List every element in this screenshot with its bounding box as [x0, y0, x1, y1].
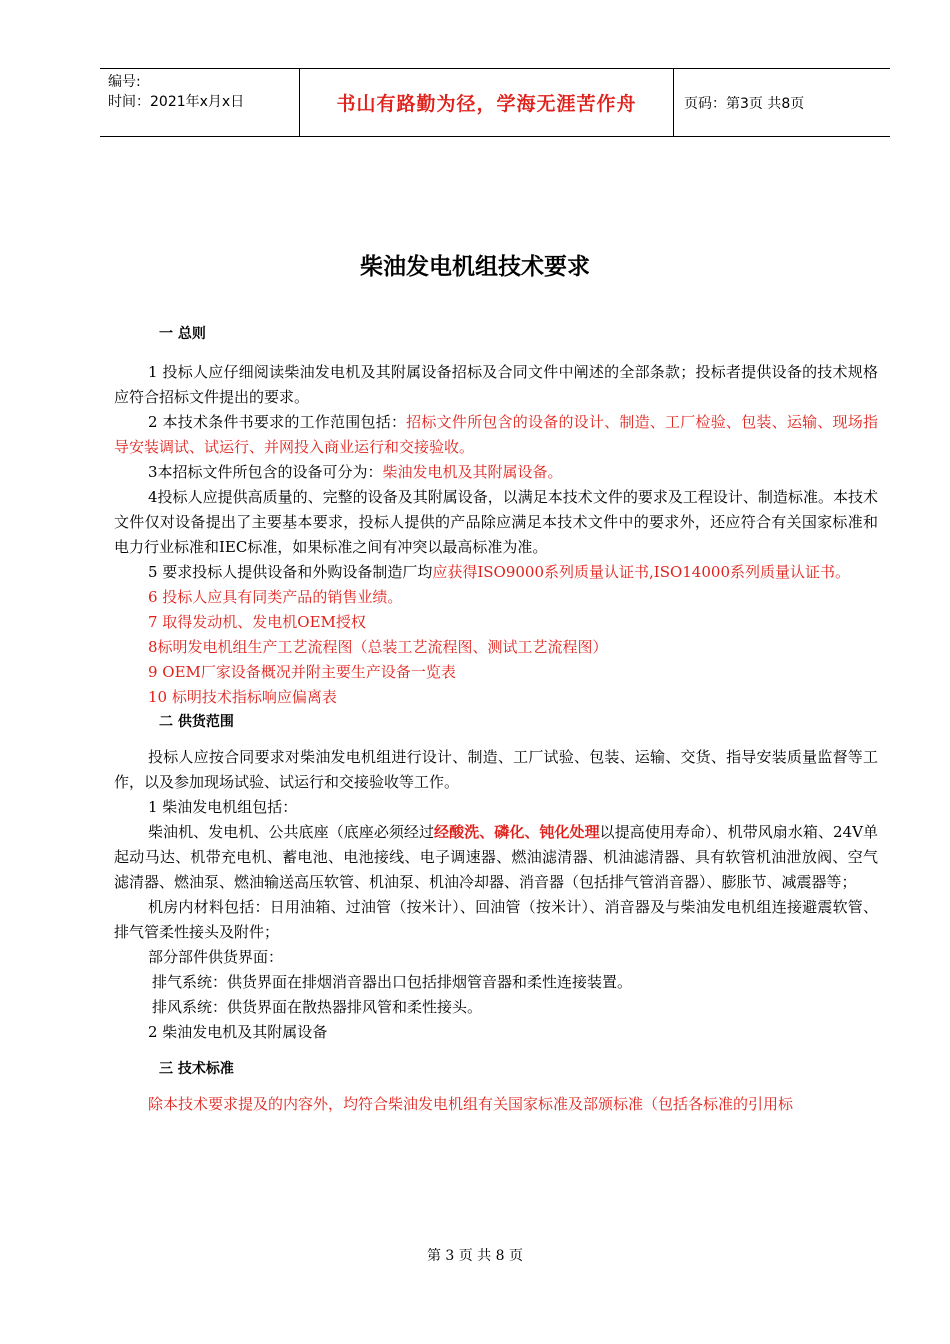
paragraph: 2 柴油发电机及其附属设备: [148, 1023, 328, 1041]
paragraph: 6 投标人应具有同类产品的销售业绩。: [148, 588, 403, 606]
paragraph: 投标人应按合同要求对柴油发电机组进行设计、制造、工厂试验、包装、运输、交货、指导安装质量监督等工作，以及参加现场试验、试运行和交接验收等工作。: [114, 748, 878, 791]
paragraph: [114, 560, 878, 585]
text-span: 5 要求投标人提供设备和外购设备制造厂均: [148, 563, 433, 581]
paragraph: 4投标人应提供高质量的、完整的设备及其附属设备，以满足本技术文件的要求及工程设计、制造标准。本技术文件仅对设备提出了主要基本要求，投标人提供的产品除应满足本技术文件中的要求外，还应符合有关国家标准和电力行业标准和IEC标准，如果标准之间有冲突以最高标准为准。: [114, 488, 878, 556]
page-header: [100, 68, 890, 137]
paragraph: [114, 460, 878, 485]
paragraph: 1 投标人应仔细阅读柴油发电机及其附属设备招标及合同文件中阐述的全部条款；投标者提供设备的技术规格应符合招标文件提出的要求。: [114, 363, 878, 406]
paragraph: 1 柴油发电机组包括：: [148, 798, 298, 816]
section-heading-technical-standards: 三 技术标准: [159, 1061, 234, 1077]
text-span: 2 本技术条件书要求的工作范围包括：: [148, 413, 407, 431]
text-span: 3本招标文件所包含的设备可分为：: [148, 463, 383, 481]
section-heading-general: 一 总则: [159, 326, 206, 342]
highlighted-text: 应获得ISO9000系列质量认证书,ISO14000系列质量认证书。: [432, 563, 850, 581]
paragraph: 部分部件供货界面：: [148, 948, 284, 966]
paragraph: [114, 410, 878, 460]
highlighted-text: 招标文件所包含的设备的设计、制造、工厂检验、包装、运输、现场指导安装调试、试运行、并网投入商业运行和交接验收。: [114, 413, 878, 456]
header-page-info: 页码：第3页 共8页: [684, 95, 805, 112]
document-number-label: 编号:: [108, 74, 141, 90]
header-left-cell: [100, 69, 300, 136]
paragraph: [114, 820, 878, 895]
paragraph: 排气系统：供货界面在排烟消音器出口包括排烟管音器和柔性连接装置。: [152, 973, 633, 991]
text-span: 以提高使用寿命）、机带风扇水箱、24V单起动马达、机带充电机、蓄电池、电池接线、电子调速器、燃油滤清器、机油滤清器、具有软管机油泄放阀、空气滤清器、燃油泵、燃油输送高压软管、机油泵、机油冷却器、消音器（包括排气管消音器）、膨胀节、减震器等；: [114, 823, 878, 891]
document-body: [114, 322, 878, 1117]
paragraph: 除本技术要求提及的内容外，均符合柴油发电机组有关国家标准及部颁标准（包括各标准的引用标: [148, 1095, 794, 1113]
paragraph: 排风系统：供货界面在散热器排风管和柔性接头。: [152, 998, 483, 1016]
header-motto: 书山有路勤为径，学海无涯苦作舟: [300, 69, 674, 136]
document-title: 柴油发电机组技术要求: [360, 254, 590, 280]
paragraph: 9 OEM厂家设备概况并附主要生产设备一览表: [148, 663, 456, 681]
highlighted-text: 经酸洗、磷化、钝化处理: [434, 823, 600, 841]
highlighted-text: 柴油发电机及其附属设备。: [382, 463, 563, 481]
document-time-label: 时间：2021年x月x日: [108, 94, 245, 110]
paragraph: 7 取得发动机、发电机OEM授权: [148, 613, 366, 631]
paragraph: 8标明发电机组生产工艺流程图（总装工艺流程图、测试工艺流程图）: [148, 638, 608, 656]
section-heading-supply-scope: 二 供货范围: [159, 714, 234, 730]
paragraph: 10 标明技术指标响应偏离表: [148, 688, 337, 706]
paragraph: 机房内材料包括：日用油箱、过油管（按米计）、回油管（按米计）、消音器及与柴油发电机组连接避震软管、排气管柔性接头及附件；: [114, 898, 878, 941]
page-footer: 第 3 页 共 8 页: [426, 1248, 524, 1264]
text-span: 柴油机、发电机、公共底座（底座必须经过: [148, 823, 435, 841]
